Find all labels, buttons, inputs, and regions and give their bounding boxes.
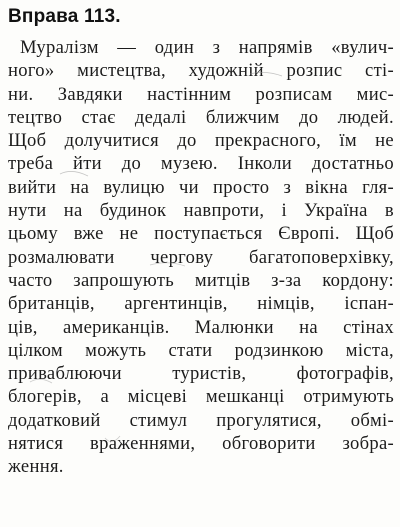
text-line: цілком можуть стати родзинкою міста, bbox=[8, 339, 394, 361]
exercise-title: Вправа 113. bbox=[8, 6, 121, 27]
text-line: треба йти до музею. Інколи достатньо bbox=[8, 153, 394, 175]
text-line: розмалювати чергову багатоповерхівку, bbox=[8, 246, 394, 268]
text-line: ни. Завдяки настінним розписам мис- bbox=[8, 83, 394, 105]
text-line: ження. bbox=[8, 456, 64, 478]
exercise-text bbox=[8, 36, 394, 479]
text-line: тецтво стає дедалі ближчим до людей. bbox=[8, 106, 394, 128]
text-line: приваблюючи туристів, фотографів, bbox=[8, 363, 394, 385]
text-line: нятися враженнями, обговорити зобра- bbox=[8, 433, 394, 455]
text-line: часто запрошують митців з-за кордону: bbox=[8, 269, 394, 291]
text-line: Муралізм — один з напрямів «вулич- bbox=[20, 37, 394, 58]
text-line: блогерів, а місцеві мешканці отримують bbox=[8, 386, 394, 408]
text-line: Щоб долучитися до прекрасного, їм не bbox=[8, 130, 394, 152]
text-line: цьому вже не поступається Європі. Щоб bbox=[8, 223, 394, 245]
text-line: британців, аргентинців, німців, іспан- bbox=[8, 293, 394, 315]
text-line: ців, американців. Малюнки на стінах bbox=[8, 316, 394, 338]
text-line: ного» мистецтва, художній розпис сті- bbox=[8, 60, 394, 82]
text-line: вийти на вулицю чи просто з вікна гля- bbox=[8, 176, 394, 198]
text-line: додатковий стимул прогулятися, обмі- bbox=[8, 409, 394, 431]
text-line: нути на будинок навпроти, і Україна в bbox=[8, 200, 394, 222]
